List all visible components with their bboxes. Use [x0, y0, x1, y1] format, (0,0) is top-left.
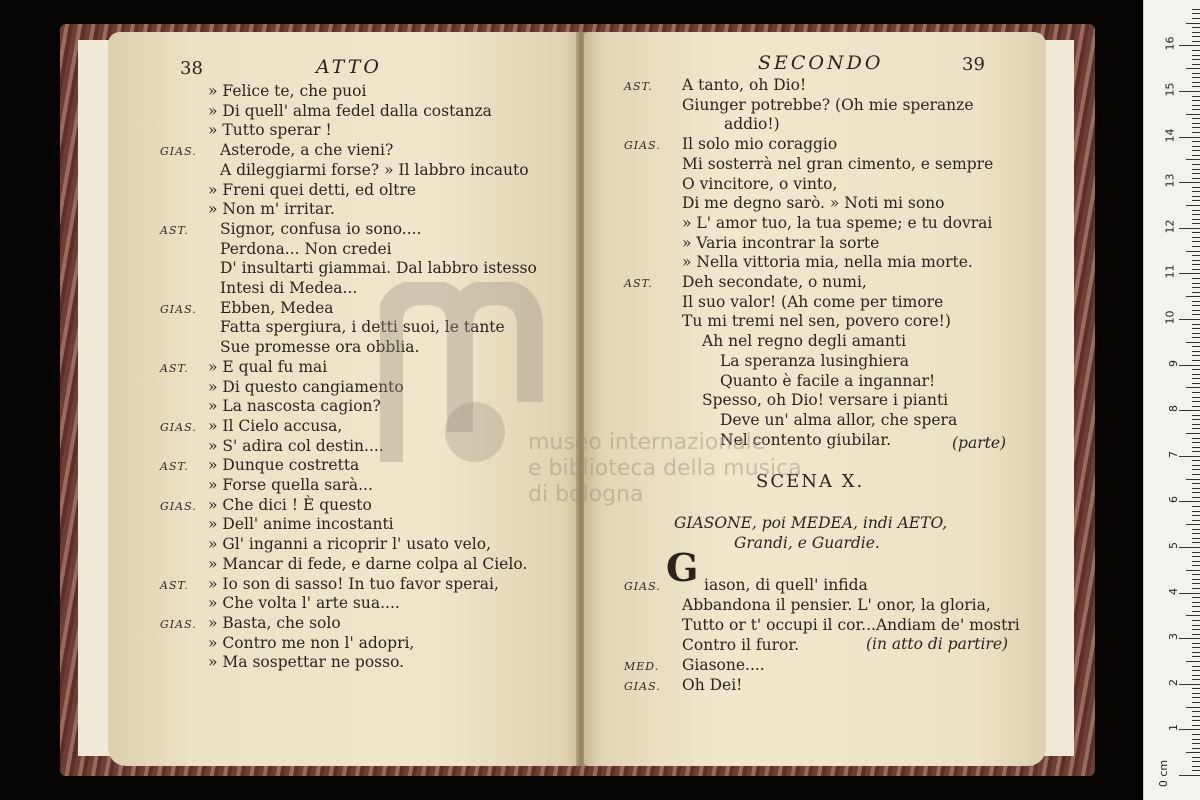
ruler-tick — [1192, 451, 1200, 452]
ruler-tick — [1192, 474, 1200, 475]
ruler-tick — [1192, 328, 1200, 329]
ruler-tick — [1179, 684, 1200, 685]
ruler-tick — [1192, 725, 1200, 726]
ruler-tick — [1192, 693, 1200, 694]
ruler-label: 6 — [1167, 496, 1180, 504]
ruler-tick — [1192, 210, 1200, 211]
ruler-tick — [1179, 228, 1200, 229]
ruler-tick — [1192, 55, 1200, 56]
verse-line: » Il Cielo accusa, — [208, 416, 343, 435]
ruler-tick — [1186, 707, 1200, 708]
ruler-tick — [1192, 146, 1200, 147]
ruler-tick — [1192, 18, 1200, 19]
ruler-tick — [1192, 105, 1200, 106]
ruler-label: 9 — [1167, 359, 1180, 367]
ruler-tick — [1192, 369, 1200, 370]
ruler-tick — [1192, 761, 1200, 762]
verse-line: D' insultarti giammai. Dal labbro istesso — [220, 259, 537, 278]
ruler-tick — [1192, 424, 1200, 425]
ruler-tick — [1192, 219, 1200, 220]
verse-line: Contro il furor. — [682, 636, 800, 654]
ruler-tick — [1186, 159, 1200, 160]
ruler-label: 5 — [1167, 542, 1180, 549]
ruler-tick — [1192, 419, 1200, 420]
ruler-label: 13 — [1163, 173, 1177, 188]
ruler-tick — [1192, 392, 1200, 393]
verse-line: Perdona... Non credei — [220, 239, 392, 258]
ruler-tick — [1192, 515, 1200, 516]
verse-line: addio!) — [724, 115, 780, 134]
ruler-tick — [1179, 45, 1200, 46]
ruler-tick — [1192, 579, 1200, 580]
ruler-tick — [1192, 310, 1200, 311]
ruler-tick — [1192, 346, 1200, 347]
verse-line: » L' amor tuo, la tua speme; e tu dovrai — [682, 213, 993, 232]
verse-line: Giunger potrebbe? (Oh mie speranze — [682, 95, 974, 114]
ruler-tick — [1186, 205, 1200, 206]
ruler-tick — [1192, 583, 1200, 584]
ruler-tick — [1192, 355, 1200, 356]
speaker-label: MED. — [624, 660, 660, 673]
ruler-tick — [1192, 401, 1200, 402]
verse-line: A dileggiarmi forse? » Il labbro incauto — [220, 160, 529, 179]
ruler-tick — [1192, 264, 1200, 265]
ruler-tick — [1192, 397, 1200, 398]
ruler-tick — [1192, 283, 1200, 284]
verse-line: » Forse quella sarà... — [208, 476, 373, 494]
ruler-tick — [1186, 296, 1200, 297]
ruler-tick — [1192, 360, 1200, 361]
verse-line: iason, di quell' infida — [704, 576, 868, 594]
ruler-tick — [1192, 374, 1200, 375]
ruler-tick — [1192, 734, 1200, 735]
ruler-tick — [1192, 50, 1200, 51]
ruler-tick — [1192, 447, 1200, 448]
verse-line: » Che volta l' arte sua.... — [208, 594, 400, 613]
verse-line: » Di quell' alma fedel dalla costanza — [208, 101, 492, 120]
scene-title: SCENA X. — [756, 471, 865, 492]
ruler-tick — [1192, 200, 1200, 201]
verse-line: Oh Dei! — [682, 676, 743, 694]
ruler-tick — [1192, 634, 1200, 635]
verse-line: Fatta spergiura, i detti suoi, le tante — [220, 318, 505, 337]
verse-line: Spesso, oh Dio! versare i pianti — [702, 391, 949, 410]
verse-line: » Ma sospettar ne posso. — [208, 653, 405, 672]
ruler-tick — [1192, 711, 1200, 712]
ruler-tick — [1179, 137, 1200, 138]
verse-line: Ebben, Medea — [220, 298, 334, 317]
ruler-tick — [1192, 82, 1200, 83]
verse-line: Giasone.... — [682, 656, 765, 674]
ruler-tick — [1192, 150, 1200, 151]
ruler-tick — [1192, 588, 1200, 589]
ruler-tick — [1192, 64, 1200, 65]
ruler-tick — [1186, 752, 1200, 753]
ruler-tick — [1192, 542, 1200, 543]
ruler-label: 10 — [1163, 310, 1177, 325]
ruler-tick — [1192, 337, 1200, 338]
ruler-label: 3 — [1167, 633, 1180, 641]
watermark-text-2: e biblioteca della musica — [528, 456, 802, 481]
speaker-label: GIAS. — [160, 145, 197, 159]
left-page-number: 38 — [180, 58, 203, 79]
ruler-tick — [1192, 383, 1200, 384]
ruler-tick — [1186, 342, 1200, 343]
ruler-tick — [1192, 670, 1200, 671]
ruler-tick — [1192, 602, 1200, 603]
ruler-tick — [1192, 611, 1200, 612]
right-page-header: SECONDO — [758, 52, 884, 74]
ruler-tick — [1186, 68, 1200, 69]
verse-line: » Mancar di fede, e darne colpa al Cielo. — [208, 554, 528, 573]
ruler-tick — [1192, 620, 1200, 621]
ruler-tick — [1192, 533, 1200, 534]
watermark-text-3: di bologna — [528, 482, 644, 507]
verse-line: Signor, confusa io sono.... — [220, 219, 422, 238]
ruler-tick — [1192, 748, 1200, 749]
verse-line: » Tutto sperar ! — [208, 121, 332, 140]
verse-line: » Gl' inganni a ricoprir l' usato velo, — [208, 535, 492, 554]
ruler-tick — [1192, 688, 1200, 689]
ruler-tick — [1192, 656, 1200, 657]
ruler-tick — [1192, 123, 1200, 124]
ruler-tick — [1179, 775, 1200, 776]
ruler-tick — [1192, 27, 1200, 28]
ruler-tick — [1192, 538, 1200, 539]
ruler-tick — [1192, 9, 1200, 10]
verse-line: » Io son di sasso! In tuo favor sperai, — [208, 574, 499, 593]
ruler-tick — [1192, 716, 1200, 717]
ruler-tick — [1192, 757, 1200, 758]
ruler-tick — [1192, 492, 1200, 493]
verse-line: Di me degno sarò. » Noti mi sono — [682, 194, 945, 213]
verse-line: » S' adira col destin.... — [208, 436, 384, 455]
ruler-label: 0 cm — [1156, 759, 1170, 788]
ruler-tick — [1192, 770, 1200, 771]
verse-line: Asterode, a che vieni? — [220, 141, 394, 160]
ruler-tick — [1192, 438, 1200, 439]
ruler-tick — [1192, 606, 1200, 607]
ruler-tick — [1192, 241, 1200, 242]
verse-line: Nel contento giubilar. — [720, 430, 892, 449]
ruler-tick — [1186, 251, 1200, 252]
ruler-tick — [1192, 428, 1200, 429]
ruler-tick — [1192, 287, 1200, 288]
ruler-tick — [1186, 114, 1200, 115]
speaker-label: AST. — [160, 578, 189, 592]
ruler-tick — [1179, 319, 1200, 320]
ruler-tick — [1192, 465, 1200, 466]
ruler-tick — [1192, 173, 1200, 174]
verse-line: Ah nel regno degli amanti — [702, 332, 907, 351]
ruler-tick — [1192, 597, 1200, 598]
ruler-tick — [1186, 387, 1200, 388]
verse-line: O vincitore, o vinto, — [682, 174, 838, 193]
verse-line: » Non m' irritar. — [208, 200, 335, 219]
speaker-label: AST. — [624, 277, 653, 290]
ruler-tick — [1179, 638, 1200, 639]
ruler-tick — [1192, 73, 1200, 74]
ruler-tick — [1192, 720, 1200, 721]
speaker-label: GIAS. — [160, 302, 197, 316]
ruler-tick — [1192, 497, 1200, 498]
verse-line: Tu mi tremi nel sen, povero core!) — [682, 312, 951, 331]
ruler-tick — [1192, 702, 1200, 703]
verse-line: » Felice te, che puoi — [208, 82, 367, 100]
ruler-tick — [1192, 351, 1200, 352]
ruler-tick — [1192, 629, 1200, 630]
ruler-tick — [1192, 214, 1200, 215]
verse-line: Il solo mio coraggio — [682, 135, 838, 154]
ruler-tick — [1192, 552, 1200, 553]
ruler-tick — [1192, 488, 1200, 489]
ruler-tick — [1186, 615, 1200, 616]
exit-note: (parte) — [952, 434, 1007, 452]
ruler-tick — [1192, 442, 1200, 443]
verse-line: Il suo valor! (Ah come per timore — [682, 292, 944, 311]
ruler-tick — [1192, 237, 1200, 238]
ruler-tick — [1192, 483, 1200, 484]
ruler-tick — [1192, 269, 1200, 270]
speaker-label: GIAS. — [624, 139, 661, 153]
verse-line: » Basta, che solo — [208, 613, 341, 632]
ruler-tick — [1179, 182, 1200, 183]
ruler-tick — [1186, 23, 1200, 24]
ruler-tick — [1192, 169, 1200, 170]
speaker-label: GIAS. — [160, 617, 197, 631]
ruler-tick — [1192, 378, 1200, 379]
verse-line: Tutto or t' occupi il cor...Andiam de' mostri — [682, 616, 1020, 634]
ruler-tick — [1192, 232, 1200, 233]
verse-line: Abbandona il pensier. L' onor, la gloria, — [682, 596, 991, 614]
speaker-label: AST. — [160, 361, 189, 375]
ruler-tick — [1192, 196, 1200, 197]
ruler-tick — [1192, 255, 1200, 256]
ruler-tick — [1192, 223, 1200, 224]
ruler-tick — [1192, 127, 1200, 128]
ruler-tick — [1192, 41, 1200, 42]
speaker-label: AST. — [624, 80, 653, 93]
ruler-tick — [1192, 292, 1200, 293]
ruler-tick — [1192, 118, 1200, 119]
ruler-tick — [1192, 406, 1200, 407]
ruler-tick — [1192, 574, 1200, 575]
ruler-tick — [1186, 661, 1200, 662]
verse-line: Mi sosterrà nel gran cimento, e sempre — [682, 154, 994, 173]
ruler-tick — [1192, 469, 1200, 470]
ruler-label: 7 — [1167, 450, 1180, 458]
measurement-ruler — [1143, 0, 1200, 800]
ruler-tick — [1186, 570, 1200, 571]
stage-direction: (in atto di partire) — [866, 635, 1009, 653]
verse-line: Deh secondate, o numi, — [682, 273, 867, 291]
verse-line: » Dunque costretta — [208, 456, 360, 475]
right-page-number: 39 — [962, 54, 985, 75]
speaker-label: AST. — [160, 223, 189, 237]
ruler-label: 4 — [1167, 587, 1180, 595]
ruler-tick — [1192, 743, 1200, 744]
verse-line: » E qual fu mai — [208, 357, 328, 376]
ruler-tick — [1192, 556, 1200, 557]
ruler-tick — [1192, 666, 1200, 667]
ruler-tick — [1179, 365, 1200, 366]
speaker-label: GIAS. — [160, 420, 197, 434]
verse-line: » Varia incontrar la sorte — [682, 233, 880, 252]
ruler-tick — [1192, 333, 1200, 334]
ruler-tick — [1192, 96, 1200, 97]
speaker-label: GIAS. — [624, 580, 661, 593]
verse-line: A tanto, oh Dio! — [682, 76, 807, 94]
ruler-tick — [1192, 155, 1200, 156]
ruler-tick — [1179, 456, 1200, 457]
ruler-label: 8 — [1167, 405, 1180, 413]
ruler-tick — [1179, 273, 1200, 274]
verse-line: Intesi di Medea... — [220, 279, 358, 297]
ruler-tick — [1192, 561, 1200, 562]
ruler-label: 2 — [1167, 678, 1180, 686]
ruler-tick — [1192, 178, 1200, 179]
ruler-tick — [1192, 625, 1200, 626]
ruler-tick — [1192, 314, 1200, 315]
verse-line: Sue promesse ora obblia. — [220, 338, 420, 357]
ruler-tick — [1192, 260, 1200, 261]
verse-line: La speranza lusinghiera — [720, 351, 909, 370]
left-page-header: ATTO — [316, 56, 382, 78]
ruler-tick — [1192, 460, 1200, 461]
ruler-tick — [1179, 547, 1200, 548]
ruler-tick — [1192, 246, 1200, 247]
verse-line: » Di questo cangiamento — [208, 377, 404, 396]
ruler-tick — [1192, 32, 1200, 33]
ruler-tick — [1186, 524, 1200, 525]
ruler-tick — [1192, 278, 1200, 279]
ruler-tick — [1192, 191, 1200, 192]
ruler-tick — [1179, 410, 1200, 411]
ruler-tick — [1192, 675, 1200, 676]
ruler-label: 11 — [1163, 264, 1177, 279]
ruler-tick — [1192, 59, 1200, 60]
verse-line: Quanto è facile a ingannar! — [720, 371, 936, 390]
right-page — [584, 32, 1046, 766]
ruler-tick — [1192, 415, 1200, 416]
verse-line: » La nascosta cagion? — [208, 397, 381, 416]
ruler-label: 16 — [1163, 36, 1177, 51]
ruler-tick — [1192, 766, 1200, 767]
ruler-tick — [1192, 529, 1200, 530]
ruler-tick — [1192, 86, 1200, 87]
verse-line: » Dell' anime incostanti — [208, 515, 394, 534]
ruler-tick — [1186, 479, 1200, 480]
ruler-label: 1 — [1167, 724, 1180, 732]
verse-line: » Freni quei detti, ed oltre — [208, 180, 417, 199]
ruler-tick — [1192, 565, 1200, 566]
ruler-tick — [1192, 520, 1200, 521]
scene-cast-line-1: GIASONE, poi MEDEA, indi AETO, — [674, 514, 948, 532]
ruler-tick — [1192, 511, 1200, 512]
ruler-label: 15 — [1163, 82, 1177, 97]
ruler-tick — [1192, 132, 1200, 133]
verse-line: Deve un' alma allor, che spera — [720, 410, 958, 429]
ruler-tick — [1179, 91, 1200, 92]
verse-line: » Nella vittoria mia, nella mia morte. — [682, 253, 973, 272]
ruler-tick — [1192, 506, 1200, 507]
ruler-tick — [1192, 100, 1200, 101]
watermark-text-1: museo internazionale — [528, 430, 766, 455]
ruler-tick — [1192, 141, 1200, 142]
ruler-tick — [1186, 433, 1200, 434]
ruler-tick — [1192, 77, 1200, 78]
ruler-tick — [1192, 305, 1200, 306]
ruler-tick — [1192, 13, 1200, 14]
speaker-label: GIAS. — [160, 499, 197, 513]
ruler-tick — [1192, 109, 1200, 110]
ruler-tick — [1192, 164, 1200, 165]
verse-line: » Contro me non l' adopri, — [208, 633, 415, 652]
scene-cast-line-2: Grandi, e Guardie. — [734, 534, 880, 552]
ruler-tick — [1192, 652, 1200, 653]
speaker-label: AST. — [160, 460, 189, 474]
ruler-tick — [1192, 301, 1200, 302]
museum-logo-watermark — [380, 282, 570, 472]
ruler-tick — [1179, 501, 1200, 502]
ruler-tick — [1179, 729, 1200, 730]
ruler-label: 12 — [1163, 219, 1177, 234]
drop-cap: G — [666, 545, 699, 590]
ruler-tick — [1192, 324, 1200, 325]
ruler-tick — [1192, 647, 1200, 648]
verse-line: » Che dici ! È questo — [208, 495, 372, 514]
ruler-tick — [1179, 593, 1200, 594]
ruler-tick — [1192, 739, 1200, 740]
speaker-label: GIAS. — [624, 680, 661, 693]
ruler-tick — [1192, 36, 1200, 37]
ruler-tick — [1192, 187, 1200, 188]
ruler-tick — [1192, 697, 1200, 698]
ruler-tick — [1192, 679, 1200, 680]
ruler-tick — [1192, 643, 1200, 644]
ruler-label: 14 — [1163, 128, 1177, 143]
